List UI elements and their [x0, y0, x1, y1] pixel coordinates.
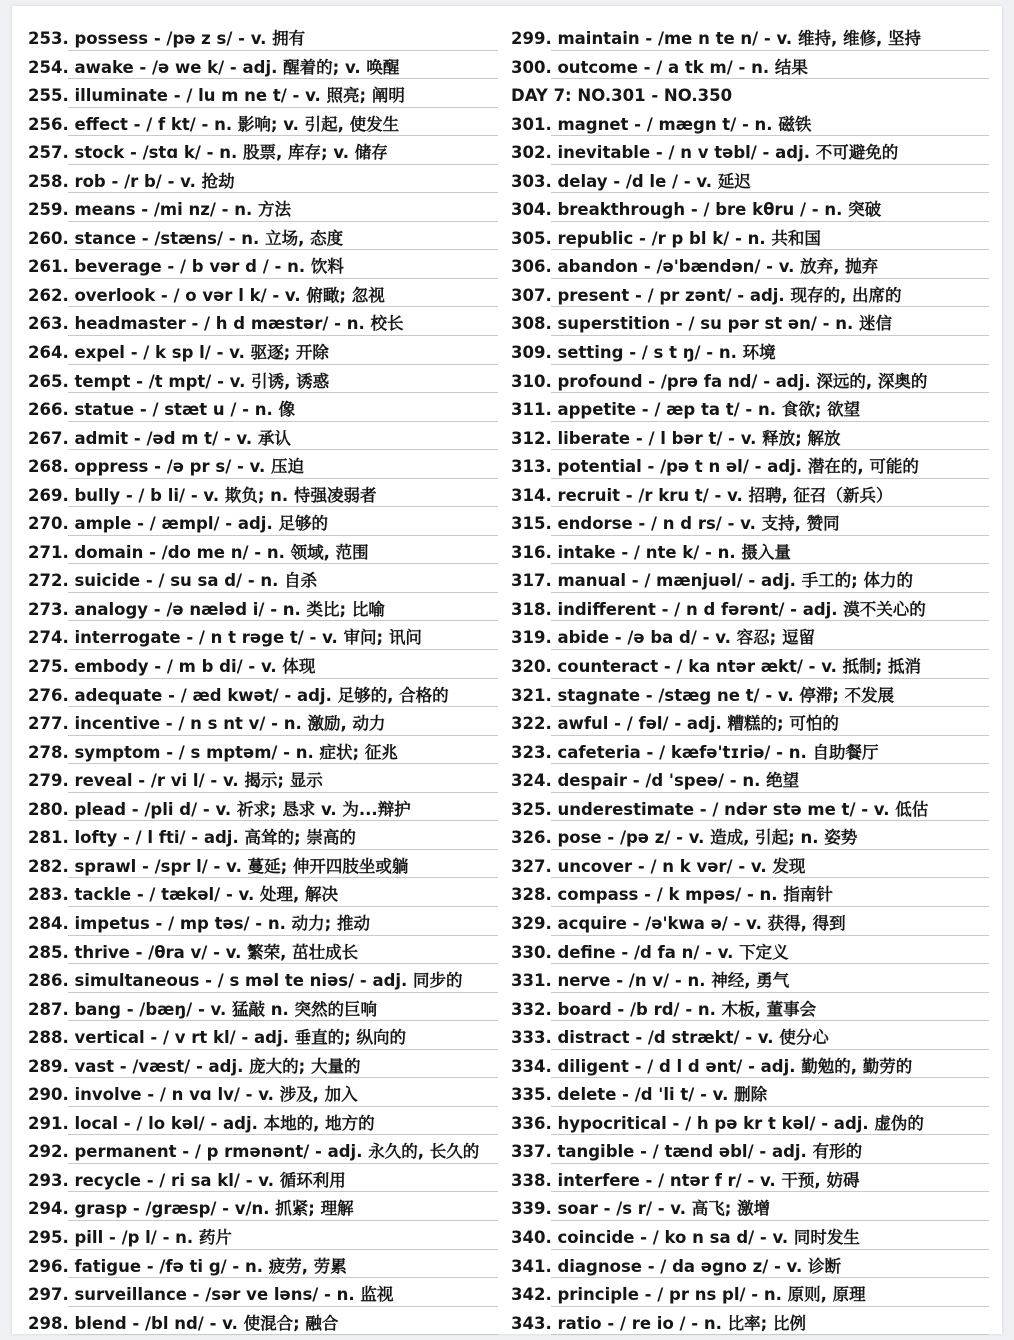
word-entry: 329. acquire - /ə'kwa ə/ - v. 获得, 得到 [511, 910, 989, 939]
word-entry: 263. headmaster - / h d mæstər/ - n. 校长 [28, 310, 498, 339]
word-entry: 319. abide - /ə ba d/ - v. 容忍; 逗留 [511, 624, 989, 653]
word-entry: 303. delay - /d le / - v. 延迟 [511, 168, 989, 197]
word-entry: 273. analogy - /ə næləd i/ - n. 类比; 比喻 [28, 596, 498, 625]
word-entry: 257. stock - /stɑ k/ - n. 股票, 库存; v. 储存 [28, 139, 498, 168]
word-entry: 316. intake - / nte k/ - n. 摄入量 [511, 539, 989, 568]
word-entry: 337. tangible - / tænd əbl/ - adj. 有形的 [511, 1138, 989, 1167]
word-entry: 338. interfere - / ntər f r/ - v. 干预, 妨碍 [511, 1167, 989, 1196]
word-entry: 299. maintain - /me n te n/ - v. 维持, 维修, 坚持 [511, 25, 989, 54]
word-entry: 276. adequate - / æd kwət/ - adj. 足够的, 合格的 [28, 682, 498, 711]
vocabulary-page [12, 6, 1002, 1334]
word-entry: 284. impetus - / mp təs/ - n. 动力; 推动 [28, 910, 498, 939]
word-entry: 331. nerve - /n v/ - n. 神经, 勇气 [511, 967, 989, 996]
word-entry: 308. superstition - / su pər st ən/ - n. 迷信 [511, 310, 989, 339]
word-entry: 322. awful - / fəl/ - adj. 糟糕的; 可怕的 [511, 710, 989, 739]
word-entry: 258. rob - /r b/ - v. 抢劫 [28, 168, 498, 197]
word-entry: 288. vertical - / v rt kl/ - adj. 垂直的; 纵向的 [28, 1024, 498, 1053]
word-entry: 261. beverage - / b vər d / - n. 饮料 [28, 253, 498, 282]
word-entry: 291. local - / lo kəl/ - adj. 本地的, 地方的 [28, 1110, 498, 1139]
word-entry: 265. tempt - /t mpt/ - v. 引诱, 诱惑 [28, 368, 498, 397]
word-entry: 296. fatigue - /fə ti g/ - n. 疲劳, 劳累 [28, 1253, 498, 1282]
word-entry: 311. appetite - / æp ta t/ - n. 食欲; 欲望 [511, 396, 989, 425]
word-entry: 325. underestimate - / ndər stə me t/ - v. 低估 [511, 796, 989, 825]
word-entry: 281. lofty - / l fti/ - adj. 高耸的; 崇高的 [28, 824, 498, 853]
word-entry: 298. blend - /bl nd/ - v. 使混合; 融合 [28, 1310, 498, 1339]
word-entry: 339. soar - /s r/ - v. 高飞; 激增 [511, 1195, 989, 1224]
word-entry: 315. endorse - / n d rs/ - v. 支持, 赞同 [511, 510, 989, 539]
word-entry: 262. overlook - / o vər l k/ - v. 俯瞰; 忽视 [28, 282, 498, 311]
word-entry: 266. statue - / stæt u / - n. 像 [28, 396, 498, 425]
word-entry: 297. surveillance - /sər ve ləns/ - n. 监视 [28, 1281, 498, 1310]
word-entry: 255. illuminate - / lu m ne t/ - v. 照亮; 阐明 [28, 82, 498, 111]
word-entry: 318. indifferent - / n d fərənt/ - adj. 漠不关心的 [511, 596, 989, 625]
word-entry: 264. expel - / k sp l/ - v. 驱逐; 开除 [28, 339, 498, 368]
word-entry: 323. cafeteria - / kæfə'tɪriə/ - n. 自助餐厅 [511, 739, 989, 768]
word-entry: 274. interrogate - / n t rəge t/ - v. 审问; 讯问 [28, 624, 498, 653]
word-entry: 340. coincide - / ko n sa d/ - v. 同时发生 [511, 1224, 989, 1253]
word-entry: 285. thrive - /θra v/ - v. 繁荣, 茁壮成长 [28, 939, 498, 968]
word-entry: 332. board - /b rd/ - n. 木板, 董事会 [511, 996, 989, 1025]
word-entry: 268. oppress - /ə pr s/ - v. 压迫 [28, 453, 498, 482]
word-entry: 295. pill - /p l/ - n. 药片 [28, 1224, 498, 1253]
word-entry: 292. permanent - / p rmənənt/ - adj. 永久的, 长久的 [28, 1138, 498, 1167]
word-entry: 309. setting - / s t ŋ/ - n. 环境 [511, 339, 989, 368]
word-entry: 270. ample - / æmpl/ - adj. 足够的 [28, 510, 498, 539]
word-entry: 272. suicide - / su sa d/ - n. 自杀 [28, 567, 498, 596]
word-entry: 327. uncover - / n k vər/ - v. 发现 [511, 853, 989, 882]
word-entry: 312. liberate - / l bər t/ - v. 释放; 解放 [511, 425, 989, 454]
word-entry: 317. manual - / mænjuəl/ - adj. 手工的; 体力的 [511, 567, 989, 596]
word-entry: 277. incentive - / n s nt v/ - n. 激励, 动力 [28, 710, 498, 739]
word-entry: 321. stagnate - /stæg ne t/ - v. 停滞; 不发展 [511, 682, 989, 711]
word-entry: 269. bully - / b li/ - v. 欺负; n. 恃强凌弱者 [28, 482, 498, 511]
word-entry: 259. means - /mi nz/ - n. 方法 [28, 196, 498, 225]
word-entry: 313. potential - /pə t n əl/ - adj. 潜在的, 可能的 [511, 453, 989, 482]
word-entry: 301. magnet - / mægn t/ - n. 磁铁 [511, 111, 989, 140]
word-entry: 300. outcome - / a tk m/ - n. 结果 [511, 54, 989, 83]
word-entry: 333. distract - /d strækt/ - v. 使分心 [511, 1024, 989, 1053]
word-entry: 271. domain - /do me n/ - n. 领域, 范围 [28, 539, 498, 568]
word-entry: 289. vast - /væst/ - adj. 庞大的; 大量的 [28, 1053, 498, 1082]
day-heading: DAY 7: NO.301 - NO.350 [511, 86, 733, 106]
word-entry: 328. compass - / k mpəs/ - n. 指南针 [511, 881, 989, 910]
word-entry: 282. sprawl - /spr l/ - v. 蔓延; 伸开四肢坐或躺 [28, 853, 498, 882]
word-entry: 304. breakthrough - / bre kθru / - n. 突破 [511, 196, 989, 225]
word-entry: 335. delete - /d 'li t/ - v. 删除 [511, 1081, 989, 1110]
word-entry: 283. tackle - / tækəl/ - v. 处理, 解决 [28, 881, 498, 910]
right-word-column [511, 25, 989, 1338]
word-entry: 314. recruit - /r kru t/ - v. 招聘, 征召（新兵） [511, 482, 989, 511]
word-entry: 293. recycle - / ri sa kl/ - v. 循环利用 [28, 1167, 498, 1196]
word-entry: 287. bang - /bæŋ/ - v. 猛敲 n. 突然的巨响 [28, 996, 498, 1025]
word-entry: 343. ratio - / re io / - n. 比率; 比例 [511, 1310, 989, 1339]
word-entry: 279. reveal - /r vi l/ - v. 揭示; 显示 [28, 767, 498, 796]
word-entry: 330. define - /d fa n/ - v. 下定义 [511, 939, 989, 968]
word-entry: 324. despair - /d 'speə/ - n. 绝望 [511, 767, 989, 796]
word-entry: 307. present - / pr zənt/ - adj. 现存的, 出席的 [511, 282, 989, 311]
word-entry: 336. hypocritical - / h pə kr t kəl/ - adj. 虚伪的 [511, 1110, 989, 1139]
word-entry: 341. diagnose - / da əgno z/ - v. 诊断 [511, 1253, 989, 1282]
word-entry: 290. involve - / n vɑ lv/ - v. 涉及, 加入 [28, 1081, 498, 1110]
word-entry: 280. plead - /pli d/ - v. 祈求; 恳求 v. 为...辩护 [28, 796, 498, 825]
word-entry: 306. abandon - /ə'bændən/ - v. 放弃, 抛弃 [511, 253, 989, 282]
word-entry: 294. grasp - /græsp/ - v/n. 抓紧; 理解 [28, 1195, 498, 1224]
word-entry: 267. admit - /əd m t/ - v. 承认 [28, 425, 498, 454]
word-entry: 260. stance - /stæns/ - n. 立场, 态度 [28, 225, 498, 254]
word-entry: 254. awake - /ə we k/ - adj. 醒着的; v. 唤醒 [28, 54, 498, 83]
left-word-column [28, 25, 498, 1338]
word-entry: 302. inevitable - / n v təbl/ - adj. 不可避免的 [511, 139, 989, 168]
word-entry: 278. symptom - / s mptəm/ - n. 症状; 征兆 [28, 739, 498, 768]
word-entry: 286. simultaneous - / s məl te niəs/ - adj. 同步的 [28, 967, 498, 996]
word-entry: 320. counteract - / ka ntər ækt/ - v. 抵制; 抵消 [511, 653, 989, 682]
word-entry: 342. principle - / pr ns pl/ - n. 原则, 原理 [511, 1281, 989, 1310]
word-entry: 253. possess - /pə z s/ - v. 拥有 [28, 25, 498, 54]
word-entry: 310. profound - /prə fa nd/ - adj. 深远的, 深奥的 [511, 368, 989, 397]
word-entry: 334. diligent - / d l d ənt/ - adj. 勤勉的, 勤劳的 [511, 1053, 989, 1082]
word-entry: 275. embody - / m b di/ - v. 体现 [28, 653, 498, 682]
word-entry: 305. republic - /r p bl k/ - n. 共和国 [511, 225, 989, 254]
word-entry: 326. pose - /pə z/ - v. 造成, 引起; n. 姿势 [511, 824, 989, 853]
word-entry: 256. effect - / f kt/ - n. 影响; v. 引起, 使发生 [28, 111, 498, 140]
